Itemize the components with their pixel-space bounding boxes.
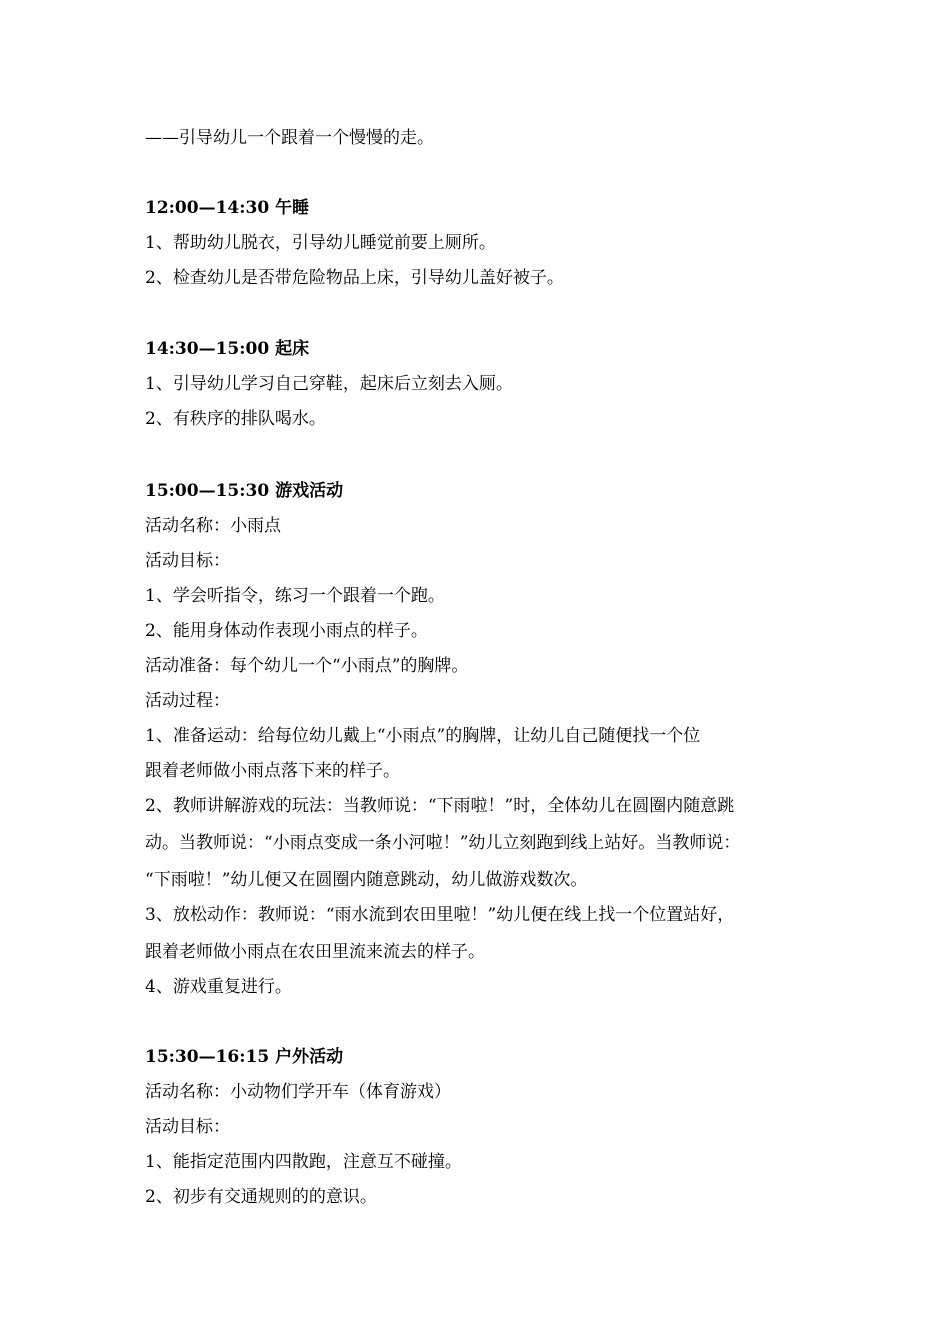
text-line: 2、教师讲解游戏的玩法：当教师说：“下雨啦！”时，全体幼儿在圆圈内随意跳 — [145, 796, 735, 816]
text-line: 2、有秩序的排队喝水。 — [145, 409, 326, 429]
section-heading-wakeup: 14:30—15:00 起床 — [145, 339, 310, 359]
section-heading-game: 15:00—15:30 游戏活动 — [145, 481, 344, 501]
text-line: “下雨啦！”幼儿便又在圆圈内随意跳动，幼儿做游戏数次。 — [145, 870, 588, 890]
text-line: 活动过程： — [145, 691, 230, 711]
text-line: 2、检查幼儿是否带危险物品上床，引导幼儿盖好被子。 — [145, 268, 564, 288]
text-line: 1、学会听指令，练习一个跟着一个跑。 — [145, 586, 445, 606]
text-line: 活动名称：小动物们学开车（体育游戏） — [145, 1082, 451, 1102]
text-line: 1、能指定范围内四散跑，注意互不碰撞。 — [145, 1152, 462, 1172]
text-line: 活动名称：小雨点 — [145, 516, 281, 536]
text-line: 活动目标： — [145, 1117, 230, 1137]
text-line: 跟着老师做小雨点在农田里流来流去的样子。 — [145, 942, 485, 962]
text-line: 跟着老师做小雨点落下来的样子。 — [145, 761, 400, 781]
text-line: 1、帮助幼儿脱衣，引导幼儿睡觉前要上厕所。 — [145, 233, 496, 253]
text-line: 2、能用身体动作表现小雨点的样子。 — [145, 621, 428, 641]
text-line: 2、初步有交通规则的的意识。 — [145, 1187, 377, 1207]
text-line: 1、准备运动：给每位幼儿戴上“小雨点”的胸牌，让幼儿自己随便找一个位 — [145, 726, 701, 746]
section-heading-outdoor: 15:30—16:15 户外活动 — [145, 1047, 344, 1067]
text-line: ——引导幼儿一个跟着一个慢慢的走。 — [145, 128, 434, 148]
text-line: 4、游戏重复进行。 — [145, 977, 292, 997]
text-line: 1、引导幼儿学习自己穿鞋，起床后立刻去入厕。 — [145, 374, 513, 394]
text-line: 活动准备：每个幼儿一个“小雨点”的胸牌。 — [145, 656, 469, 676]
text-line: 动。当教师说：“小雨点变成一条小河啦！”幼儿立刻跑到线上站好。当教师说： — [145, 833, 741, 853]
section-heading-nap: 12:00—14:30 午睡 — [145, 198, 310, 218]
text-line: 3、放松动作：教师说：“雨水流到农田里啦！”幼儿便在线上找一个位置站好， — [145, 905, 735, 925]
text-line: 活动目标： — [145, 551, 230, 571]
